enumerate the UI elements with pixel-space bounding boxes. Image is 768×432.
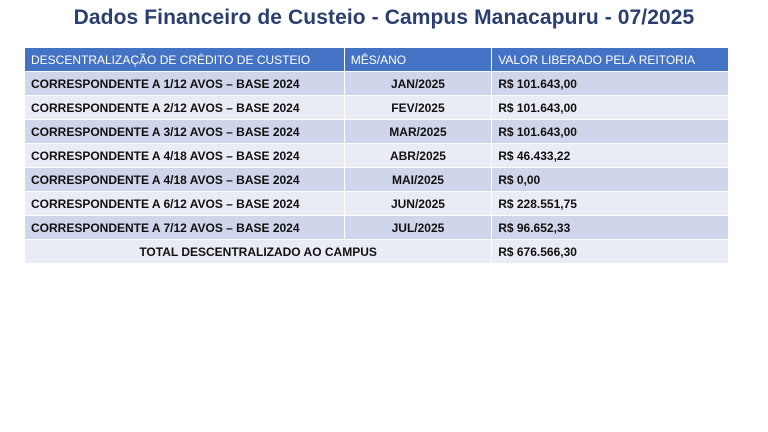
table-row (25, 120, 729, 144)
cell-mes: JUL/2025 (344, 216, 491, 240)
cell-mes: FEV/2025 (344, 96, 491, 120)
table-row (25, 168, 729, 192)
cell-valor: R$ 0,00 (492, 168, 729, 192)
cell-mes: JAN/2025 (344, 72, 491, 96)
cell-descricao: CORRESPONDENTE A 3/12 AVOS – BASE 2024 (25, 120, 345, 144)
cell-mes: MAI/2025 (344, 168, 491, 192)
cell-descricao: CORRESPONDENTE A 4/18 AVOS – BASE 2024 (25, 168, 345, 192)
column-header-descricao: DESCENTRALIZAÇÃO DE CRÉDITO DE CUSTEIO (25, 48, 345, 72)
table-row (25, 216, 729, 240)
cell-valor: R$ 101.643,00 (492, 72, 729, 96)
financial-table (24, 47, 729, 264)
cell-valor: R$ 228.551,75 (492, 192, 729, 216)
cell-valor: R$ 96.652,33 (492, 216, 729, 240)
column-header-mes-ano: MÊS/ANO (344, 48, 491, 72)
table-row (25, 192, 729, 216)
total-value: R$ 676.566,30 (492, 240, 729, 264)
cell-descricao: CORRESPONDENTE A 1/12 AVOS – BASE 2024 (25, 72, 345, 96)
cell-valor: R$ 101.643,00 (492, 120, 729, 144)
table-row (25, 144, 729, 168)
cell-mes: ABR/2025 (344, 144, 491, 168)
table-row (25, 72, 729, 96)
table-header-row (25, 48, 729, 72)
cell-descricao: CORRESPONDENTE A 6/12 AVOS – BASE 2024 (25, 192, 345, 216)
total-row (25, 240, 729, 264)
cell-mes: MAR/2025 (344, 120, 491, 144)
cell-descricao: CORRESPONDENTE A 7/12 AVOS – BASE 2024 (25, 216, 345, 240)
column-header-valor: VALOR LIBERADO PELA REITORIA (492, 48, 729, 72)
table-row (25, 96, 729, 120)
cell-descricao: CORRESPONDENTE A 4/18 AVOS – BASE 2024 (25, 144, 345, 168)
total-label: TOTAL DESCENTRALIZADO AO CAMPUS (25, 240, 492, 264)
cell-descricao: CORRESPONDENTE A 2/12 AVOS – BASE 2024 (25, 96, 345, 120)
page-title: Dados Financeiro de Custeio - Campus Manacapuru - 07/2025 (73, 6, 695, 29)
cell-valor: R$ 101.643,00 (492, 96, 729, 120)
cell-mes: JUN/2025 (344, 192, 491, 216)
cell-valor: R$ 46.433,22 (492, 144, 729, 168)
